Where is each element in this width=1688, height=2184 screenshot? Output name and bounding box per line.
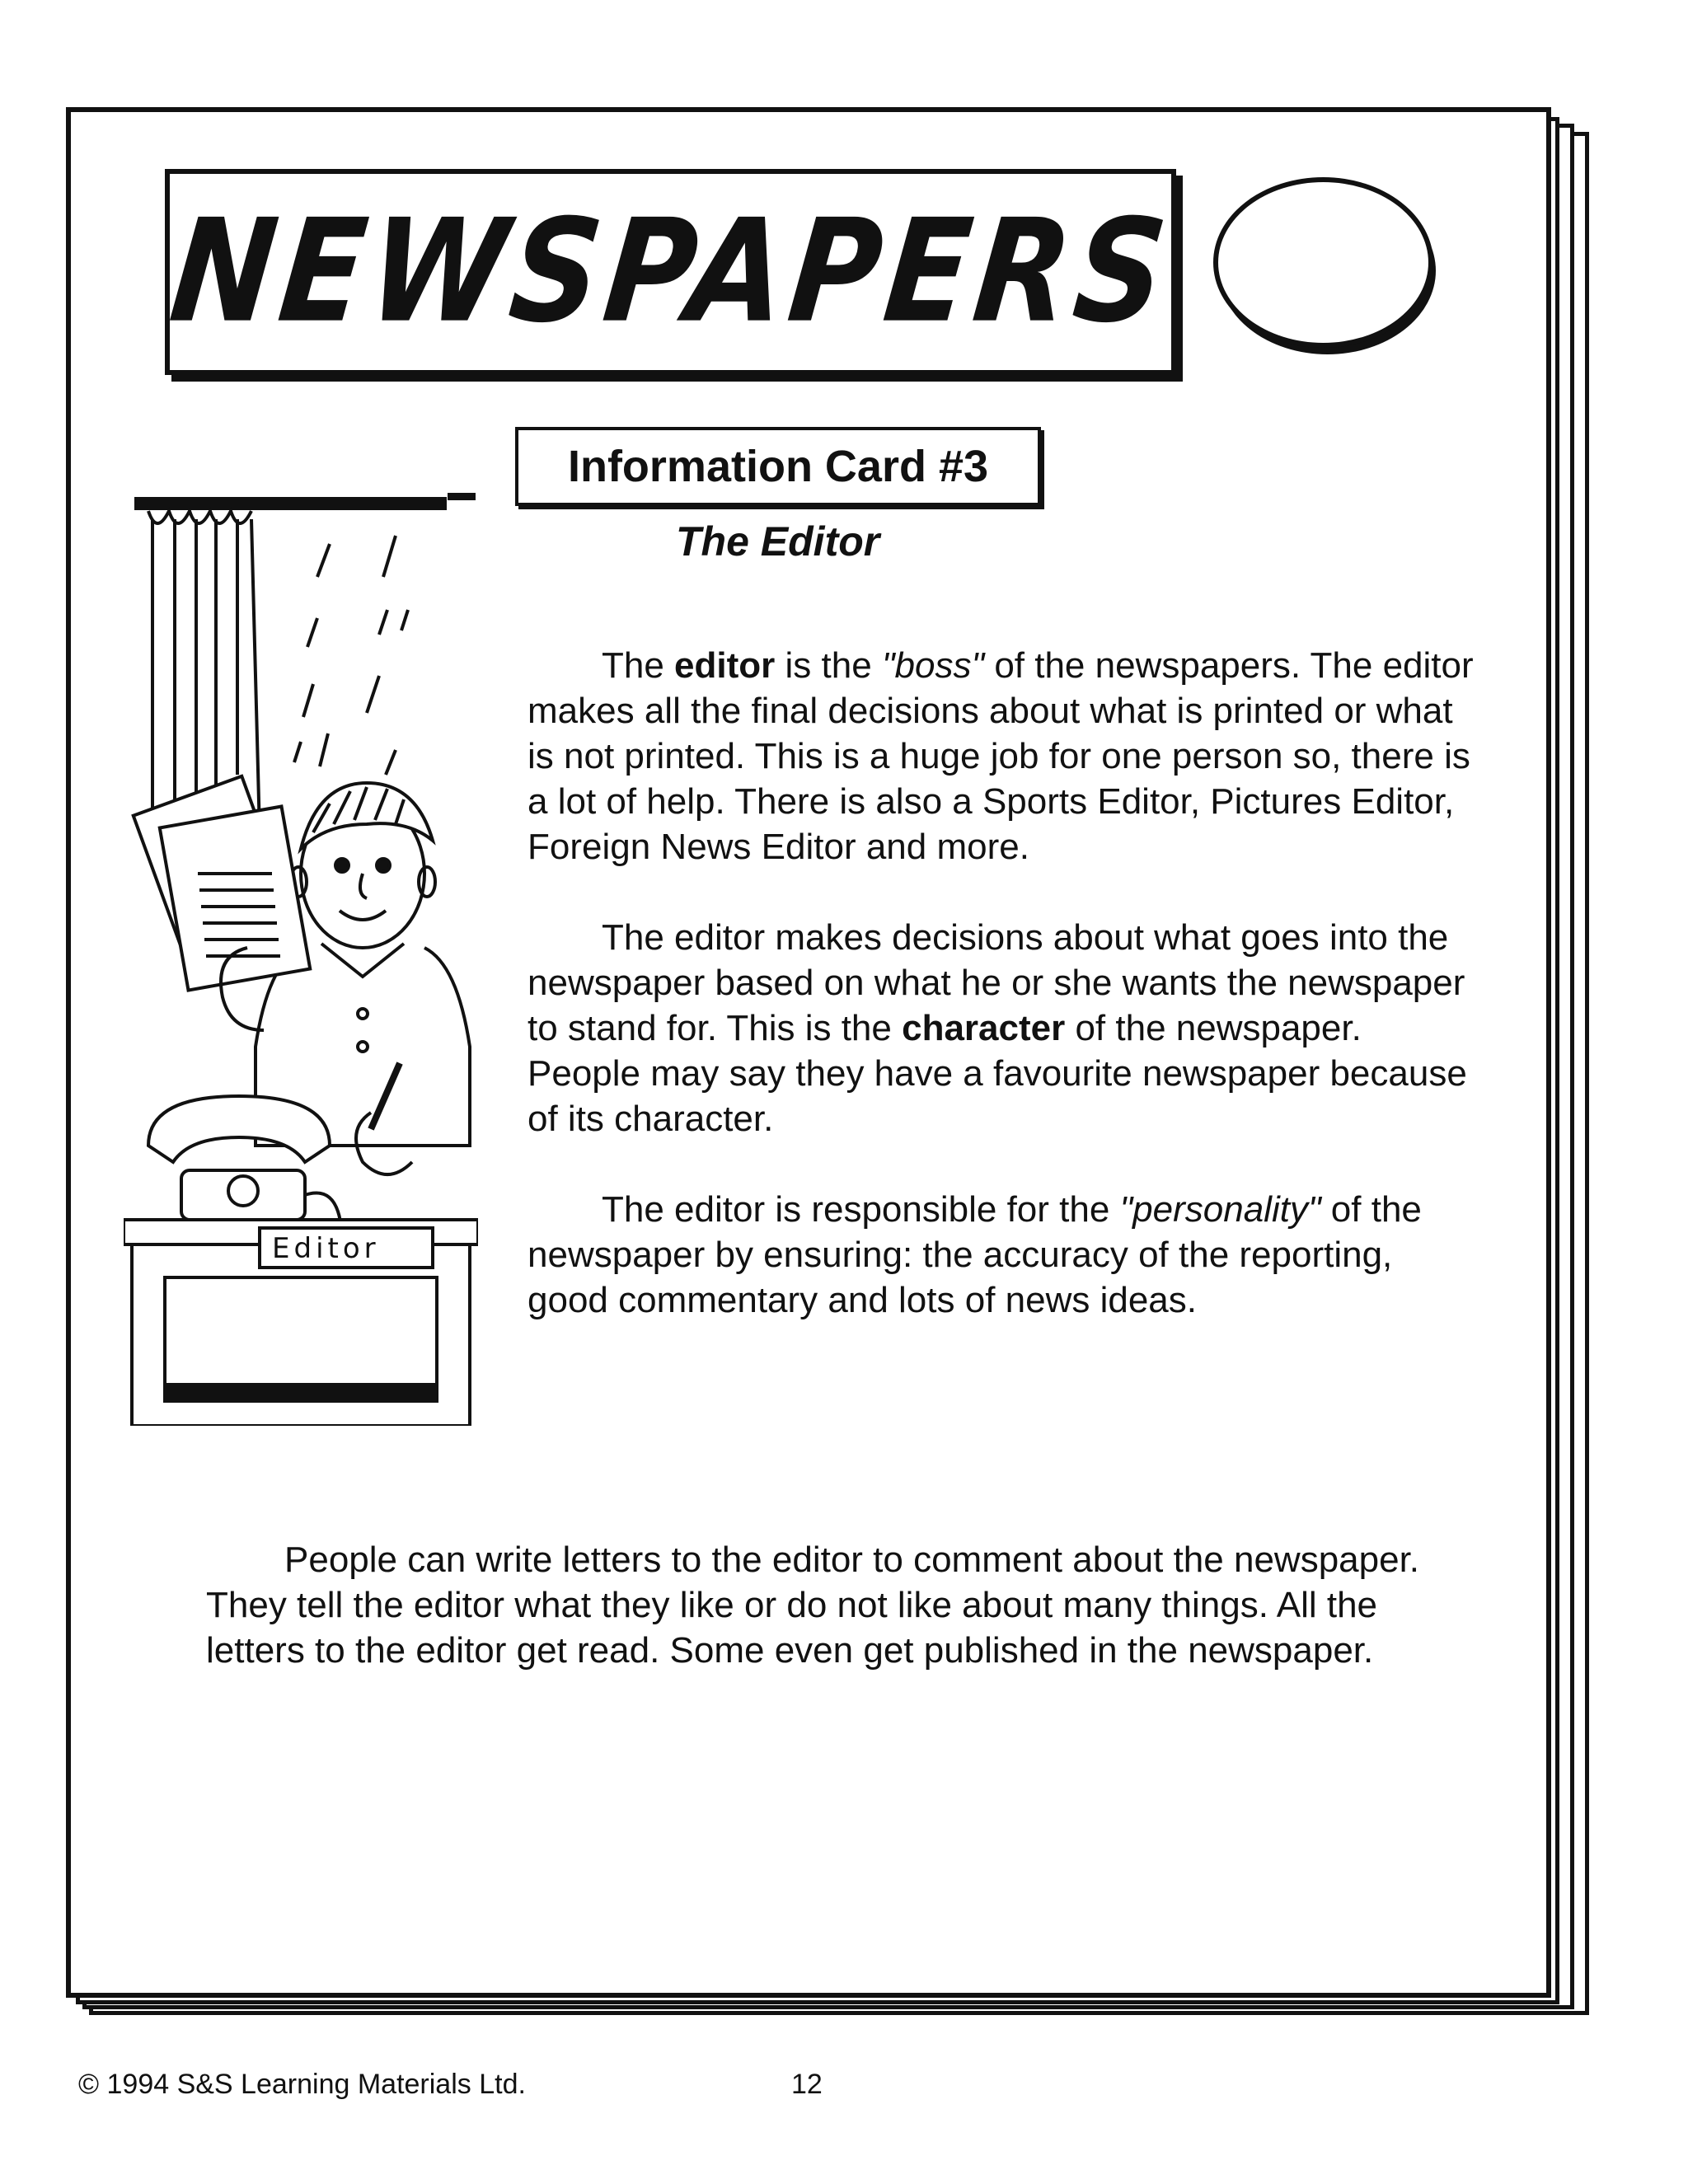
text-run: The editor makes decisions about what goes into the newspaper based on what he or she wants the newspaper to stand for. This is the — [528, 917, 1465, 1048]
bold-term-editor: editor — [674, 645, 776, 686]
bold-term-character: character — [902, 1008, 1066, 1048]
editor-illustration — [124, 486, 478, 1426]
paragraph-1 — [528, 643, 1475, 869]
italic-term-personality: "personality" — [1119, 1189, 1321, 1230]
page-title: NEWSPAPERS — [163, 189, 1178, 355]
text-run: of the newspaper by ensuring: the accuracy of the reporting, good commentary and lots of news ideas. — [528, 1189, 1422, 1320]
footer-copyright: © 1994 S&S Learning Materials Ltd. — [78, 2069, 526, 2100]
title-banner — [165, 169, 1176, 375]
card-subtitle: The Editor — [676, 518, 880, 565]
info-card-label: Information Card #3 — [567, 442, 989, 491]
text-run: The editor is responsible for the — [602, 1189, 1120, 1230]
paragraph-4: People can write letters to the editor to comment about the newspaper. They tell the editor what they like or do not like about many things. All the letters to the editor get read. Some even get published in the newspaper. — [206, 1540, 1420, 1671]
blank-oval — [1213, 177, 1433, 348]
footer-page-number: 12 — [791, 2069, 823, 2100]
nameplate-label: Editor — [272, 1232, 380, 1265]
text-run: of the newspaper. People may say they have a favourite newspaper because of its character. — [528, 1008, 1467, 1139]
text-run: of the newspapers. The editor makes all the final decisions about what is printed or what is not printed. This is a huge job for one person so, there is a lot of help. There is also a Sports Editor, Pictures Editor, Foreign News Editor and more. — [528, 645, 1474, 867]
paragraph-3 — [528, 1187, 1475, 1323]
text-run: is the — [775, 645, 882, 686]
info-card-box — [515, 427, 1041, 506]
body-column — [528, 643, 1475, 1368]
paragraph-2 — [528, 915, 1475, 1141]
italic-term-boss: "boss" — [881, 645, 985, 686]
text-run: The — [602, 645, 675, 686]
